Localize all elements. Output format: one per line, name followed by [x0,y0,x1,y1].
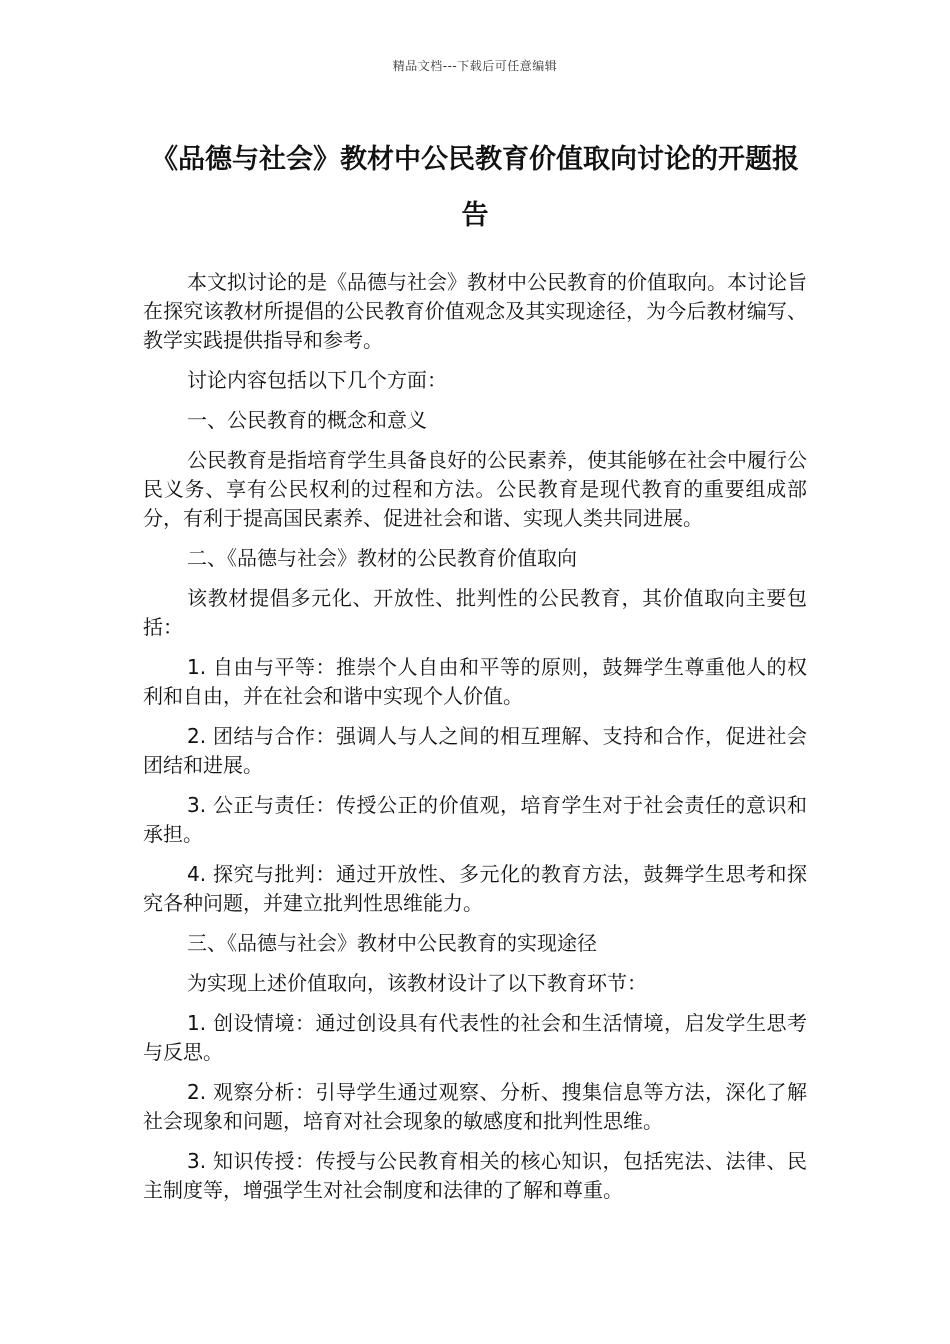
paragraph-definition: 公民教育是指培育学生具备良好的公民素养，使其能够在社会中履行公民义务、享有公民权利的过程和方法。公民教育是现代教育的重要组成部分，有利于提高国民素养、促进社会和谐、实现人类共同进展。 [143,448,807,530]
list-item-value-2: 2. 团结与合作：强调人与人之间的相互理解、支持和合作，促进社会团结和进展。 [143,724,807,777]
paragraph-intro: 本文拟讨论的是《品德与社会》教材中公民教育的价值取向。本讨论旨在探究该教材所提倡的公民教育价值观念及其实现途径，为今后教材编写、教学实践提供指导和参考。 [143,270,807,352]
document-body [143,268,807,1216]
list-item-value-4: 4. 探究与批判：通过开放性、多元化的教育方法，鼓舞学生思考和探究各种问题，并建立批判性思维能力。 [143,862,807,915]
paragraph-contents-lead: 讨论内容包括以下几个方面： [187,368,447,392]
document-title: 《品德与社会》教材中公民教育价值取向讨论的开题报告 [151,144,799,231]
list-item-approach-2: 2. 观察分析：引导学生通过观察、分析、搜集信息等方法，深化了解社会现象和问题，培育对社会现象的敏感度和批判性思维。 [143,1080,807,1133]
list-item-value-3: 3. 公正与责任：传授公正的价值观，培育学生对于社会责任的意识和承担。 [143,793,807,846]
paragraph-approach-lead: 为实现上述价值取向，该教材设计了以下教育环节： [187,971,647,995]
paragraph-value-lead: 该教材提倡多元化、开放性、批判性的公民教育，其价值取向主要包括： [143,586,807,639]
list-item-approach-3: 3. 知识传授：传授与公民教育相关的核心知识，包括宪法、法律、民主制度等，增强学生对社会制度和法律的了解和尊重。 [143,1149,807,1202]
page-header-note: 精品文档---下载后可任意编辑 [392,59,558,73]
list-item-approach-1: 1. 创设情境：通过创设具有代表性的社会和生活情境，启发学生思考与反思。 [143,1011,807,1064]
section-heading-3: 三、《品德与社会》教材中公民教育的实现途径 [187,931,597,955]
list-item-value-1: 1. 自由与平等：推崇个人自由和平等的原则，鼓舞学生尊重他人的权利和自由，并在社会和谐中实现个人价值。 [143,655,807,708]
section-heading-1: 一、公民教育的概念和意义 [187,408,427,432]
section-heading-2: 二、《品德与社会》教材的公民教育价值取向 [187,546,577,570]
